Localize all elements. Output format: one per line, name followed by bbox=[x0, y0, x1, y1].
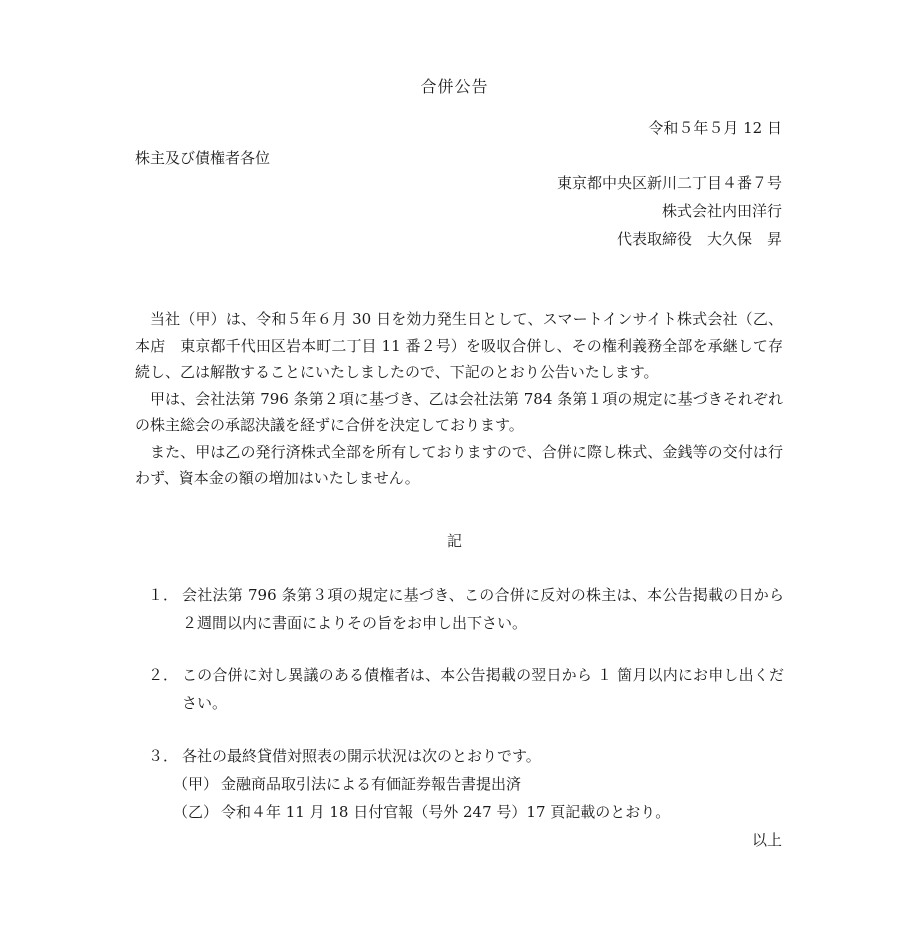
body-paragraph-3: また、甲は乙の発行済株式全部を所有しておりますので、合併に際し株式、金銭等の交付は行わず、資本金の額の増加はいたしません。 bbox=[135, 442, 783, 487]
item-text: この合併に対し異議のある債権者は、本公告掲載の翌日から １ 箇月以内にお申し出ください。 bbox=[182, 666, 784, 712]
sub-item-text: 金融商品取引法による有価証券報告書提出済 bbox=[221, 775, 522, 793]
closing-mark: 以上 bbox=[751, 831, 782, 849]
sub-item-text: 令和４年 11 月 18 日付官報（号外 247 号）17 頁記載のとおり。 bbox=[221, 803, 671, 821]
item-text: 会社法第 796 条第３項の規定に基づき、この合併に反対の株主は、本公告掲載の日から２週間以内に書面によりその旨をお申し出下さい。 bbox=[182, 586, 784, 632]
body-paragraph-2: 甲は、会社法第 796 条第２項に基づき、乙は会社法第 784 条第１項の規定に基づきそれぞれの株主総会の承認決議を経ずに合併を決定しております。 bbox=[135, 389, 783, 434]
addressee: 株主及び債権者各位 bbox=[135, 149, 271, 167]
sub-item-otsu bbox=[148, 798, 784, 826]
notice-body bbox=[135, 306, 783, 492]
sub-item-label: （乙） bbox=[173, 803, 219, 821]
item-number: ３． bbox=[148, 747, 179, 765]
company-name: 株式会社内田洋行 bbox=[661, 202, 782, 220]
item-number: ２． bbox=[148, 666, 179, 684]
company-representative: 代表取締役 大久保 昇 bbox=[616, 230, 782, 248]
item-text: 各社の最終貸借対照表の開示状況は次のとおりです。 bbox=[182, 747, 541, 765]
list-item bbox=[148, 661, 784, 717]
item-number: １． bbox=[148, 586, 179, 604]
ki-heading: 記 bbox=[446, 532, 462, 550]
list-item bbox=[148, 581, 784, 637]
body-paragraph-1: 当社（甲）は、令和５年６月 30 日を効力発生日として、スマートインサイト株式会社（乙、本店 東京都千代田区岩本町二丁目 11 番２号）を吸収合併し、その権利義務全部を承継して存続し、乙は解散することにいたしましたので、下記のとおり公告いたします。 bbox=[135, 310, 783, 381]
sub-item-label: （甲） bbox=[173, 775, 219, 793]
notice-date: 令和５年５月 12 日 bbox=[648, 119, 782, 137]
page-title: 合併公告 bbox=[420, 77, 489, 96]
sub-item-kou bbox=[148, 770, 784, 798]
company-address: 東京都中央区新川二丁目４番７号 bbox=[556, 174, 782, 192]
list-item bbox=[148, 742, 784, 826]
